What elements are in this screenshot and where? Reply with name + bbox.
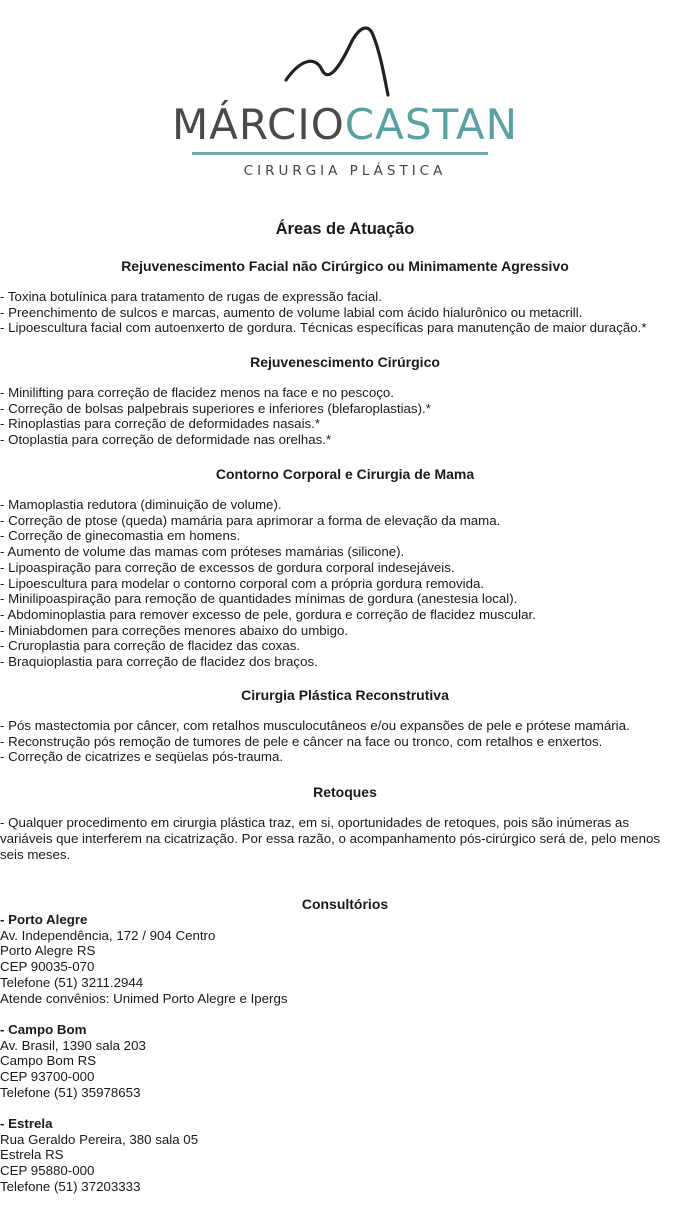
- list-item: - Mamoplastia redutora (diminuição de volume).: [0, 497, 282, 512]
- office-line: Telefone (51) 37203333: [0, 1178, 141, 1194]
- list-item: - Toxina botulínica para tratamento de rugas de expressão facial.: [0, 289, 382, 304]
- office-line: Rua Geraldo Pereira, 380 sala 05: [0, 1131, 199, 1147]
- office-line: CEP 93700-000: [0, 1069, 95, 1085]
- list-item: - Aumento de volume das mamas com próteses mamárias (silicone).: [0, 544, 405, 560]
- section-heading: Contorno Corporal e Cirurgia de Mama: [215, 466, 475, 482]
- office-line: Campo Bom RS: [0, 1053, 97, 1069]
- list-item: - Cruroplastia para correção de flacidez das coxas.: [0, 638, 301, 654]
- section-list: [0, 718, 690, 765]
- section-heading: Rejuvenescimento Cirúrgico: [250, 354, 440, 370]
- list-item: - Lipoescultura facial com autoenxerto de gordura. Técnicas específicas para manutenção de maior duração.*: [0, 320, 647, 336]
- list-item: - Reconstrução pós remoção de tumores de pele e câncer na face ou tronco, com retalhos e enxertos.: [0, 733, 603, 749]
- brand-first: MÁRCIO: [171, 100, 345, 149]
- office-line: Atende convênios: Unimed Porto Alegre e Ipergs: [0, 990, 288, 1006]
- list-item: - Otoplastia para correção de deformidade nas orelhas.*: [0, 432, 332, 448]
- list-item: - Rinoplastias para correção de deformidades nasais.*: [0, 416, 321, 432]
- offices-heading: Consultórios: [301, 896, 389, 912]
- list-item: - Minilipoaspiração para remoção de quantidades mínimas de gordura (anestesia local).: [0, 591, 518, 607]
- list-item: - Miniabdomen para correções menores abaixo do umbigo.: [0, 622, 349, 638]
- brand-last: CASTAN: [344, 100, 519, 149]
- office-line: Telefone (51) 3211.2944: [0, 974, 144, 990]
- list-item: - Lipoescultura para modelar o contorno corporal com a própria gordura removida.: [0, 575, 485, 591]
- list-item: - Preenchimento de sulcos e marcas, aumento de volume labial com ácido hialurônico ou metacrill.: [0, 304, 583, 320]
- page-title: Áreas de Atuação: [275, 220, 415, 238]
- office-line: Telefone (51) 35978653: [0, 1084, 141, 1100]
- section-heading: Rejuvenescimento Facial não Cirúrgico ou Minimamente Agressivo: [121, 258, 569, 274]
- list-item: - Minilifting para correção de flacidez menos na face e no pescoço.: [0, 385, 394, 400]
- office-block: [0, 1022, 146, 1101]
- brand-name: [0, 100, 690, 150]
- list-item: - Lipoaspiração para correção de excessos de gordura corporal indesejáveis.: [0, 559, 455, 575]
- section-heading: Cirurgia Plástica Reconstrutiva: [241, 687, 449, 703]
- office-line: Estrela RS: [0, 1147, 64, 1163]
- brand-divider: [192, 152, 488, 155]
- list-item: - Correção de ptose (queda) mamária para aprimorar a forma de elevação da mama.: [0, 512, 501, 528]
- section-paragraph: - Qualquer procedimento em cirurgia plástica traz, em si, oportunidades de retoques, pois são inúmeras as variáveis que interferem na cicatrização. Por essa razão, o acompanhamento pós-cirúrgico será de, pelo menos seis meses.: [0, 815, 661, 862]
- office-line: CEP 95880-000: [0, 1163, 95, 1179]
- section-heading: Retoques: [313, 784, 377, 800]
- office-line: Av. Independência, 172 / 904 Centro: [0, 927, 216, 943]
- list-item: - Correção de cicatrizes e seqüelas pós-trauma.: [0, 749, 284, 765]
- office-name: - Campo Bom: [0, 1022, 87, 1037]
- list-item: - Correção de bolsas palpebrais superiores e inferiores (blefaroplastias).*: [0, 400, 431, 416]
- office-line: CEP 90035-070: [0, 959, 95, 975]
- section-list: [0, 497, 690, 670]
- office-name: - Porto Alegre: [0, 912, 88, 927]
- office-line: Av. Brasil, 1390 sala 203: [0, 1037, 146, 1053]
- brand-tagline: CIRURGIA PLÁSTICA: [243, 163, 447, 179]
- list-item: - Abdominoplastia para remover excesso de pele, gordura e correção de flacidez muscular.: [0, 606, 536, 622]
- office-block: [0, 1116, 198, 1195]
- office-block: [0, 912, 288, 1006]
- logo: [0, 0, 690, 200]
- section-list: [0, 385, 690, 448]
- list-item: - Braquioplastia para correção de flacidez dos braços.: [0, 654, 318, 670]
- list-item: - Pós mastectomia por câncer, com retalhos musculocutâneos e/ou expansões de pele e prótese mamária.: [0, 718, 630, 733]
- office-name: - Estrela: [0, 1116, 53, 1131]
- section-list: [0, 289, 690, 336]
- list-item: - Correção de ginecomastia em homens.: [0, 528, 241, 544]
- curve-logo-icon: [0, 0, 690, 110]
- office-line: Porto Alegre RS: [0, 943, 96, 959]
